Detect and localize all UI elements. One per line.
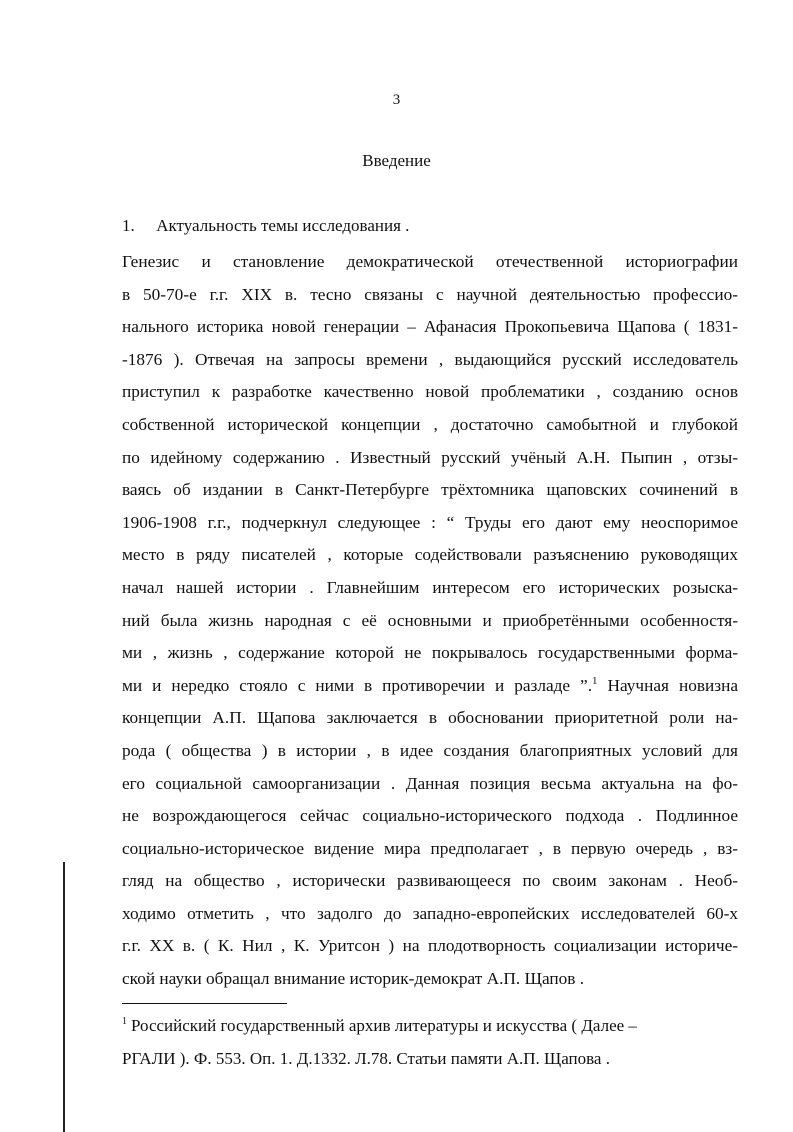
footnote-line: РГАЛИ ). Ф. 553. Оп. 1. Д.1332. Л.78. Статьи памяти А.П. Щапова . xyxy=(122,1049,610,1068)
section-title xyxy=(122,216,409,236)
body-text xyxy=(122,250,738,1000)
body-line: Генезис и становление демократической отечественной историографии xyxy=(122,252,738,271)
body-line: собственной исторической концепции , достаточно самобытной и глубокой xyxy=(122,414,738,434)
body-line: -1876 ). Отвечая на запросы времени , выдающийся русский исследователь xyxy=(122,349,738,369)
body-line: ской науки обращал внимание историк-демократ А.П. Щапов . xyxy=(122,969,585,989)
page-heading: Введение xyxy=(362,151,431,170)
body-line: г.г. XX в. ( К. Нил , К. Уритсон ) на плодотворность социализации историче- xyxy=(122,936,738,956)
body-line: гляд на общество , исторически развивающееся по своим законам . Необ- xyxy=(122,871,738,891)
body-line-tail: Научная новизна xyxy=(597,675,738,695)
footnote-marker: 1 xyxy=(122,1016,127,1028)
body-line: ваясь об издании в Санкт-Петербурге трёхтомника щаповских сочинений в xyxy=(122,480,738,500)
body-line: приступил к разработке качественно новой проблематики , созданию основ xyxy=(122,382,738,402)
body-line: ми , жизнь , содержание которой не покрывалось государственными форма- xyxy=(122,643,738,663)
body-line: концепции А.П. Щапова заключается в обосновании приоритетной роли на- xyxy=(122,708,738,728)
body-line-text: ми и нередко стояло с ними в противоречии и разладе ”. xyxy=(122,675,593,695)
footnote-divider xyxy=(122,1003,287,1004)
scan-margin-line xyxy=(63,862,65,1132)
footnote xyxy=(122,1014,718,1080)
footnote-reference[interactable]: 1 xyxy=(592,674,598,687)
body-line: 1906-1908 г.г., подчеркнул следующее : “ Труды его дают ему неоспоримое xyxy=(122,512,738,532)
body-line: его социальной самоорганизации . Данная позиция весьма актуальна на фо- xyxy=(122,773,738,793)
body-line: ний была жизнь народная с её основными и приобретёнными особенностя- xyxy=(122,610,738,630)
footnote-text-1: Российский государственный архив литературы и искусства ( Далее – xyxy=(131,1016,637,1035)
footnote-line xyxy=(122,1014,718,1047)
body-line: начал нашей истории . Главнейшим интересом его исторических розыска- xyxy=(122,577,738,597)
body-line: ходимо отметить , что задолго до западно-европейских исследователей 60-х xyxy=(122,903,738,923)
section-title-text: Актуальность темы исследования . xyxy=(156,216,410,235)
body-line: социально-историческое видение мира предполагает , в первую очередь , вз- xyxy=(122,838,738,858)
body-line: не возрождающегося сейчас социально-исторического подхода . Подлинное xyxy=(122,806,738,826)
body-line: место в ряду писателей , которые содействовали разъяснению руководящих xyxy=(122,545,738,565)
body-line: по идейному содержанию . Известный русский учёный А.Н. Пыпин , отзы- xyxy=(122,447,738,467)
body-line: нального историка новой генерации – Афанасия Прокопьевича Щапова ( 1831- xyxy=(122,317,738,337)
body-line: рода ( общества ) в истории , в идее создания благоприятных условий для xyxy=(122,740,738,760)
body-line-with-footnote xyxy=(122,674,738,707)
body-line: в 50-70-е г.г. XIX в. тесно связаны с научной деятельностью профессио- xyxy=(122,284,738,304)
section-number: 1. xyxy=(122,216,135,235)
page-number: 3 xyxy=(392,92,401,108)
